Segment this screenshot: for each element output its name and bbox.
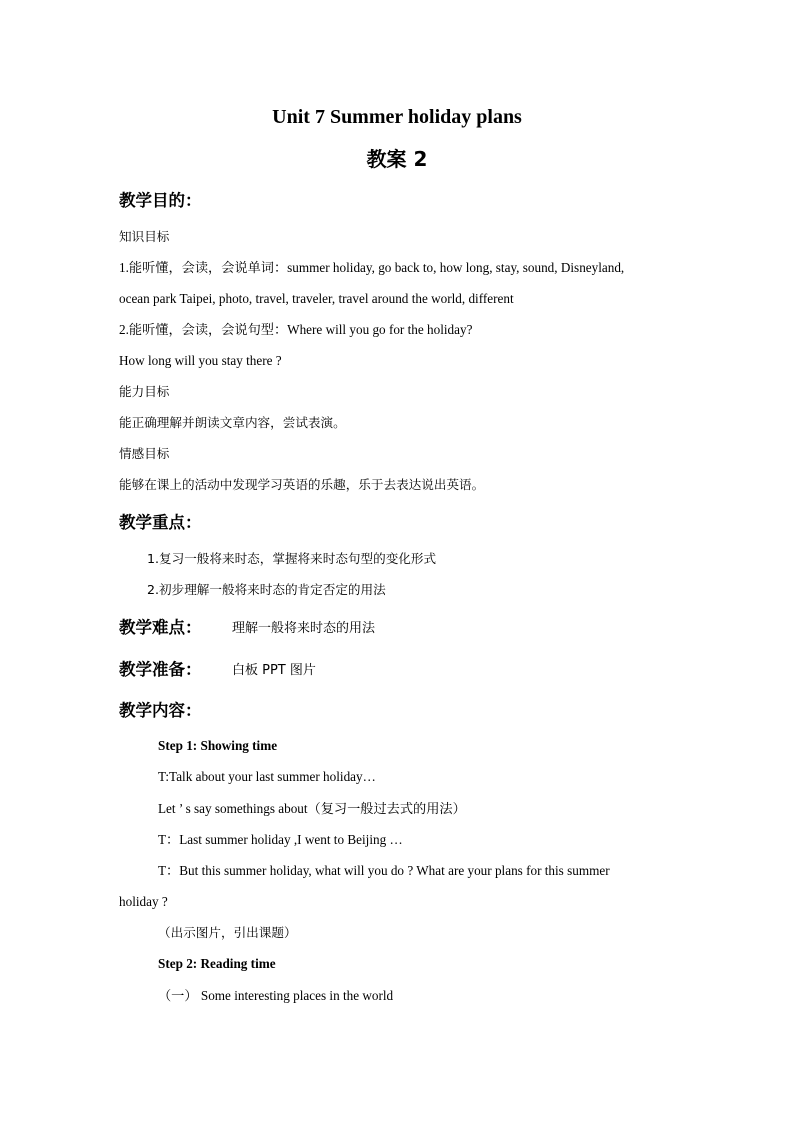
content-heading: 教学内容： (119, 701, 202, 720)
step-1-line-5: holiday ? (119, 894, 168, 909)
knowledge-item-1-line-2: ocean park Taipei, photo, travel, traveler, travel around the world, different (119, 291, 514, 306)
knowledge-goal-label: 知识目标 (119, 229, 170, 244)
step-2-title: Step 2: Reading time (158, 956, 276, 971)
step-1-line-3: T：Last summer holiday ,I went to Beijing … (158, 832, 403, 847)
preparation-value: 白板 PPT 图片 (232, 663, 316, 678)
goals-heading: 教学目的： (119, 191, 202, 210)
knowledge-item-2-line-2: How long will you stay there ? (119, 353, 282, 368)
step-1-line-6: （出示图片，引出课题） (158, 925, 297, 940)
key-point-item-2: 2.初步理解一般将来时态的肯定否定的用法 (147, 582, 386, 597)
ability-goal-label: 能力目标 (119, 384, 170, 399)
emotion-goal-text: 能够在课上的活动中发现学习英语的乐趣，乐于去表达说出英语。 (119, 477, 485, 492)
knowledge-item-2-line-1: 2.能听懂，会读，会说句型：Where will you go for the holiday? (119, 322, 473, 337)
key-points-heading: 教学重点： (119, 513, 202, 532)
document-title: Unit 7 Summer holiday plans (272, 106, 522, 128)
ability-goal-text: 能正确理解并朗读文章内容，尝试表演。 (119, 415, 346, 430)
step-2-line-1: （一） Some interesting places in the world (158, 988, 394, 1003)
document-subtitle: 教案 2 (366, 147, 428, 171)
step-1-line-2: Let ’ s say somethings about（复习一般过去式的用法） (158, 801, 466, 816)
key-point-item-1: 1.复习一般将来时态，掌握将来时态句型的变化形式 (147, 551, 437, 566)
difficulty-heading: 教学难点： (119, 618, 202, 637)
step-1-line-4: T：But this summer holiday, what will you do ? What are your plans for this summer (158, 863, 610, 878)
step-1-title: Step 1: Showing time (158, 738, 278, 753)
emotion-goal-label: 情感目标 (119, 446, 170, 461)
step-1-line-1: T:Talk about your last summer holiday… (158, 769, 376, 784)
preparation-heading: 教学准备： (119, 660, 202, 679)
difficulty-value: 理解一般将来时态的用法 (232, 621, 376, 636)
knowledge-item-1-line-1: 1.能听懂，会读，会说单词：summer holiday, go back to, how long, stay, sound, Disneyland, (119, 260, 625, 275)
